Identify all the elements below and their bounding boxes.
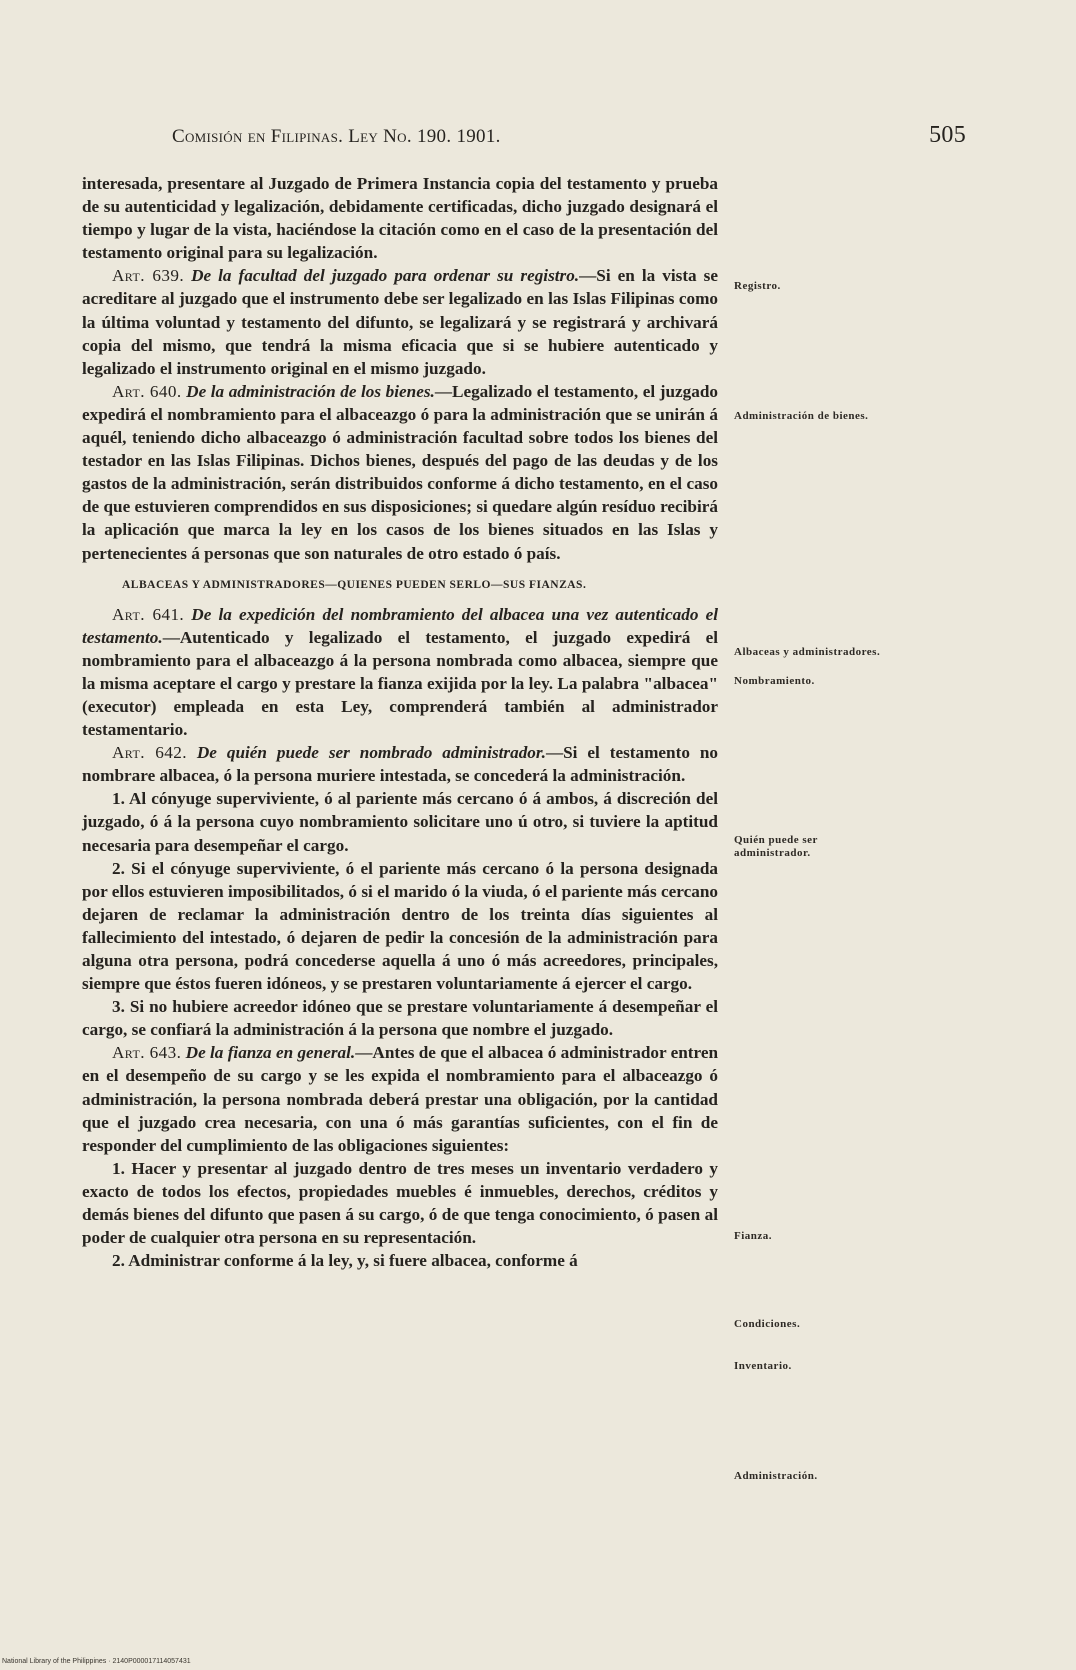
article-label: Art. 640. xyxy=(112,381,182,401)
main-text-column xyxy=(82,172,718,1272)
article-body: —Si en la vista se acreditare al juzgado que el instrumento debe ser legalizado en las Islas Filipinas como la última voluntad y testamento del difunto, se legalizará y se registrará y archivará copia del mismo, que tendrá la misma eficacia que si se hubiere autenticado y legalizado el instrumento original en el mismo juzgado. xyxy=(82,266,718,378)
page-number: 505 xyxy=(929,122,966,148)
paragraph-continuation: interesada, presentare al Juzgado de Primera Instancia copia del testamento y prueba de su autenticidad y legalización, debidamente certificadas, dicho juzgado designará el tiempo y lugar de la vista, haciéndose la citación como en el caso de la presentación del testamento original para su legalización. xyxy=(82,174,718,263)
article-label: Art. 642. xyxy=(112,743,187,763)
article-title: De la administración de los bienes. xyxy=(186,381,435,401)
header-title: Comisión en Filipinas. Ley No. 190. 1901. xyxy=(172,126,501,147)
list-item: 3. Si no hubiere acreedor idóneo que se prestare voluntariamente á desempeñar el cargo, se confiará la administración á la persona que nombre el juzgado. xyxy=(82,997,718,1040)
margin-note-registro: Registro. xyxy=(734,280,781,292)
margin-note-albaceas: Albaceas y administradores. xyxy=(734,646,881,658)
article-label: Art. 643. xyxy=(112,1043,182,1063)
article-title: De la facultad del juzgado para ordenar su registro. xyxy=(191,266,580,286)
list-item: 1. Hacer y presentar al juzgado dentro de tres meses un inventario verdadero y exacto de todos los efectos, propiedades muebles é inmuebles, derechos, créditos y demás bienes del difunto que pasen á su cargo, ó de que tenga conocimiento, ó pasen al poder de cualquier otra persona en su representación. xyxy=(82,1158,718,1248)
margin-note-condiciones: Condiciones. xyxy=(734,1318,801,1330)
running-header xyxy=(172,122,972,152)
article-label: Art. 639. xyxy=(112,266,185,286)
article-body: —Legalizado el testamento, el juzgado expedirá el nombramiento para el albaceazgo ó para la administración que se unirán á aquél, teniendo dicho albaceazgo ó administración facultad sobre todos los bienes del testador en las Islas Filipinas. Dichos bienes, después del pago de las deudas y de los gastos de la administración, serán distribuidos conforme á dicho testamento, en el caso de que estuvieren comprendidos en sus disposiciones; si quedare algún resíduo recibirá la aplicación que marca la ley en los casos de los bienes situados en las Islas y pertenecientes á personas que son naturales de otro estado ó país. xyxy=(82,381,718,563)
margin-note-nombramiento: Nombramiento. xyxy=(734,675,815,687)
article-label: Art. 641. xyxy=(112,604,185,624)
margin-note-quien-puede: Quién puede ser administrador. xyxy=(734,834,818,859)
article-642 xyxy=(82,741,718,787)
article-title: De la expedición del nombramiento del albacea una vez autenticado el testamento. xyxy=(82,604,719,647)
margin-note-inventario: Inventario. xyxy=(734,1360,792,1372)
margin-note-administracion-bienes: Administración de bienes. xyxy=(734,410,869,422)
article-639 xyxy=(82,264,718,379)
article-title: De quién puede ser nombrado administrador. xyxy=(196,743,546,763)
article-body: —Si el testamento no nombrare albacea, ó la persona muriere intestada, se concederá la administración. xyxy=(82,743,718,786)
article-640 xyxy=(82,380,718,565)
list-item: 2. Si el cónyuge superviviente, ó el pariente más cercano ó la persona designada por ellos estuvieren imposibilitados, ó si el marido ó la viuda, ó el pariente más cercano dejaren de reclamar la administración dentro de los treinta días siguientes al fallecimiento del intestado, ó dejaren de pedir la concesión de la administración para alguna otra persona, podrá concederse aquella á uno ó más acreedores, principales, siempre que éstos fueren idóneos, y se prestaren voluntariamente á ejercer el cargo. xyxy=(82,858,718,994)
article-body: —Autenticado y legalizado el testamento, el juzgado expedirá el nombramiento para el albaceazgo á la persona nombrada como albacea, siempre que la misma aceptare el cargo y prestare la fianza exijida por la ley. La palabra "albacea" (executor) empleada en esta Ley, comprenderá también al administrador testamentario. xyxy=(82,627,718,740)
margin-note-fianza: Fianza. xyxy=(734,1230,773,1242)
article-body: —Antes de que el albacea ó administrador entren en el desempeño de su cargo y se les expida el nombramiento para el albaceazgo ó administración, la persona nombrada deberá prestar una obligación, por la cantidad que el juzgado crea necesaria, con una ó más garantías suficientes, con el fin de responder del cumplimiento de las obligaciones siguientes: xyxy=(82,1043,719,1155)
article-643 xyxy=(82,1041,718,1156)
section-heading: ALBACEAS Y ADMINISTRADORES—QUIENES PUEDEN SERLO—SUS FIANZAS. xyxy=(122,578,587,591)
list-item: 1. Al cónyuge superviviente, ó al pariente más cercano ó á ambos, á discreción del juzgado, ó á la persona cuyo nombramiento solicitare uno ú otro, si tuviere la aptitud necesaria para desempeñar el cargo. xyxy=(82,789,718,855)
article-title: De la fianza en general. xyxy=(185,1043,356,1063)
scan-footer: National Library of the Philippines · 2140P000017114057431 xyxy=(2,1658,191,1665)
margin-note-administracion: Administración. xyxy=(734,1470,818,1482)
list-item: 2. Administrar conforme á la ley, y, si fuere albacea, conforme á xyxy=(112,1251,578,1271)
article-641 xyxy=(82,603,718,742)
